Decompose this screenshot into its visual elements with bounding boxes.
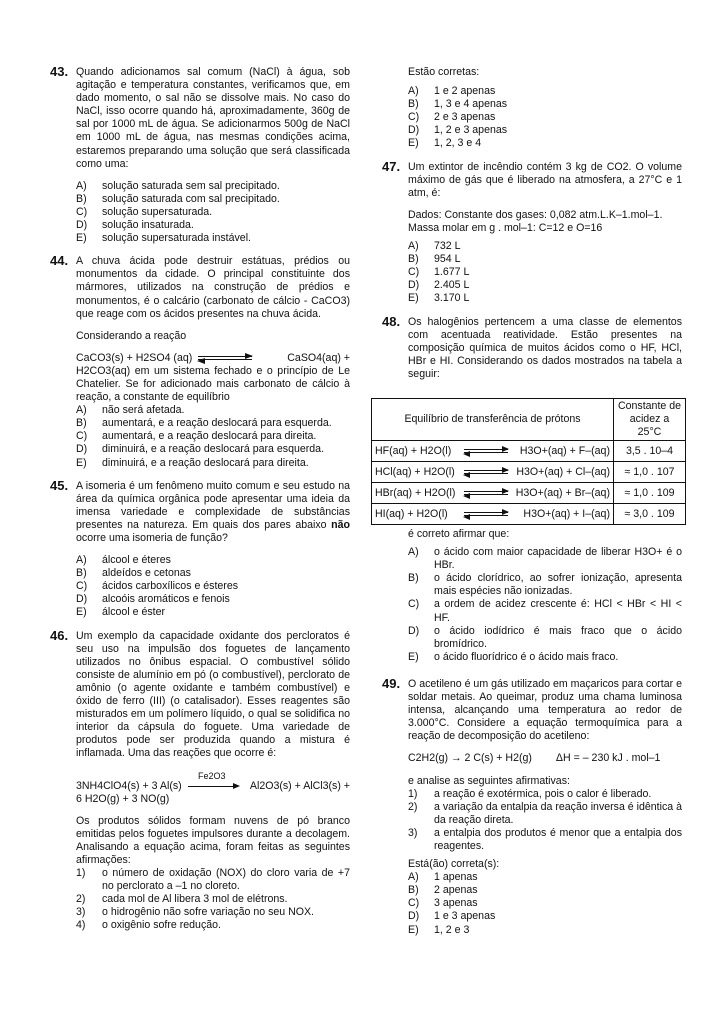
question-49 <box>382 675 682 937</box>
question-text: A chuva ácida pode destruir estátuas, prédios ou monumentos da cidade. O principal constituinte dos mármores, utilizados na construção de prédios e monumentos, é o calcário (carbonato de cálcio - CaCO3) que reage com os ácidos presentes na chuva ácida. <box>76 255 350 320</box>
option-key: D) <box>76 219 88 232</box>
option-text: aumentará, e a reação deslocará para esquerda. <box>102 417 332 430</box>
question-text: O acetileno é um gás utilizado em maçaricos para cortar e soldar metais. Ao queimar, produz uma chama luminosa intensa, alcançando uma temperatura ao redor de 3.000°C. Considere a equação termoquímica para a reação de decomposição do acetileno: <box>408 677 682 743</box>
option-key: D) <box>76 443 88 456</box>
option-key: 3) <box>408 826 418 839</box>
data-line-2: Massa molar em g . mol–1: C=12 e O=16 <box>408 221 603 234</box>
option-key: C) <box>408 598 420 611</box>
option-item <box>408 546 682 572</box>
question-48-options <box>382 528 682 664</box>
option-item <box>408 240 682 253</box>
question-46-continued <box>382 66 682 151</box>
acidity-constant-cell: ≈ 1,0 . 107 <box>614 462 686 483</box>
equilibrium-arrow-icon <box>464 447 508 455</box>
option-item <box>408 884 682 897</box>
option-item <box>76 567 350 580</box>
option-item <box>408 266 682 279</box>
option-item <box>408 572 682 598</box>
question-text: Um extintor de incêndio contém 3 kg de CO2. O volume máximo de gás que é liberado na atmosfera, a 27°C e 1 atm, é: <box>408 160 682 199</box>
option-text: o oxigênio sofre redução. <box>102 919 221 932</box>
right-column <box>382 66 682 385</box>
question-47 <box>382 158 682 306</box>
option-text: 1 e 2 apenas <box>434 85 496 98</box>
question-text-continued: H2CO3(aq) em um sistema fechado e o princípio de Le Chatelier. Se for adicionado mais carbonato de cálcio à reação, a constante de equilíbrio <box>76 364 350 404</box>
option-key: C) <box>76 580 88 593</box>
option-text: álcool e éteres <box>102 554 171 567</box>
option-text: 3.170 L <box>434 292 470 305</box>
question-43 <box>50 66 350 245</box>
option-item <box>408 292 682 305</box>
option-text: solução saturada com sal precipitado. <box>102 192 280 205</box>
option-key: D) <box>408 279 420 292</box>
option-item <box>76 417 350 430</box>
option-text: a reação é exotérmica, pois o calor é liberado. <box>434 787 652 800</box>
equilibrium-arrow-icon <box>464 510 508 518</box>
table-row <box>372 504 686 525</box>
options-list <box>76 180 350 245</box>
option-item <box>408 625 682 651</box>
equilibrium-cell <box>372 441 614 462</box>
question-intro: é correto afirmar que: <box>408 528 510 540</box>
equilibrium-cell <box>372 462 614 483</box>
enthalpy: ΔH = – 230 kJ . mol–1 <box>555 752 661 765</box>
reactants: HCl(aq) + H2O(l) <box>375 465 455 478</box>
option-key: C) <box>408 111 420 124</box>
option-key: D) <box>408 124 420 137</box>
option-text: o ácido clorídrico, ao sofrer ionização, apresenta mais espécies não ionizadas. <box>434 572 682 598</box>
option-text: 954 L <box>434 253 461 266</box>
equilibrium-cell <box>372 504 614 525</box>
statements-list <box>408 788 682 853</box>
option-key: B) <box>408 572 419 585</box>
option-key: B) <box>76 567 87 580</box>
option-item <box>408 910 682 923</box>
data-line-1: Dados: Constante dos gases: 0,082 atm.L.K–1.mol–1. <box>408 208 663 221</box>
option-text: o hidrogênio não sofre variação no seu NOX. <box>102 906 315 919</box>
table-header-cell: Constante de acidez a 25°C <box>614 399 686 441</box>
option-text: 2 e 3 apenas <box>434 111 496 124</box>
option-item <box>408 279 682 292</box>
equation-left: CaCO3(s) + H2SO4 (aq) <box>76 351 193 364</box>
option-item <box>76 180 350 193</box>
acidity-table <box>371 398 686 525</box>
option-key: 4) <box>76 919 86 932</box>
option-text: 2 apenas <box>434 884 478 897</box>
option-key: E) <box>408 137 419 150</box>
option-item <box>76 430 350 443</box>
options-list <box>408 871 682 936</box>
question-text: Quando adicionamos sal comum (NaCl) à água, sob agitação e temperatura constantes, verificamos que, em dado momento, o sal não se dissolve mais. No caso do NaCl, isso ocorre quando há, aproximadamente, 360g de sal por 1000 mL de água. Se adicionarmos 500g de NaCl em 1000 mL de água, nas mesmas condições acima, estaremos preparando uma solução que será classificada como uma: <box>76 66 350 170</box>
option-key: B) <box>76 417 87 430</box>
options-list <box>76 554 350 619</box>
option-key: C) <box>408 897 420 910</box>
option-item <box>76 919 350 932</box>
products: H3O+(aq) + Br–(aq) <box>515 486 610 499</box>
equation-left: 3NH4ClO4(s) + 3 Al(s) <box>76 779 182 792</box>
products: H3O+(aq) + F–(aq) <box>519 444 610 457</box>
question-intro-2: Está(ão) correta(s): <box>408 858 500 871</box>
catalyst-label: Fe2O3 <box>198 770 226 781</box>
option-key: A) <box>76 554 87 567</box>
question-text-continued: Os produtos sólidos formam nuvens de pó branco emitidas pelos foguetes impulsores durante a decolagem. Analisando a equação acima, foram feitas as seguintes afirmações: <box>76 814 350 866</box>
option-key: C) <box>76 430 88 443</box>
table-header-cell: Equilíbrio de transferência de prótons <box>372 399 614 441</box>
question-text <box>76 480 350 545</box>
option-key: A) <box>408 871 419 884</box>
option-key: A) <box>408 546 419 559</box>
option-text: diminuirá, e a reação deslocará para direita. <box>102 456 309 469</box>
options-list <box>408 240 682 305</box>
option-text: solução supersaturada instável. <box>102 232 251 245</box>
option-key: 2) <box>408 800 418 813</box>
equilibrium-arrow-icon <box>464 489 508 497</box>
option-text: aldeídos e cetonas <box>102 567 191 580</box>
option-key: A) <box>76 404 87 417</box>
option-key: 3) <box>76 906 86 919</box>
option-item <box>76 404 350 417</box>
equilibrium-cell <box>372 483 614 504</box>
question-number: 46. <box>50 627 69 643</box>
option-key: B) <box>408 884 419 897</box>
option-text: a variação da entalpia da reação inversa é idêntica à da reação direta. <box>434 800 682 826</box>
thermochemical-equation <box>408 752 682 765</box>
option-item <box>408 253 682 266</box>
option-item <box>408 98 682 111</box>
option-key: D) <box>408 910 420 923</box>
bold-word: não <box>331 518 350 531</box>
option-text: 1 apenas <box>434 871 478 884</box>
acidity-constant-cell: 3,5 . 10–4 <box>614 441 686 462</box>
option-item <box>76 193 350 206</box>
option-item <box>408 651 682 664</box>
option-key: E) <box>408 650 419 663</box>
question-45 <box>50 477 350 620</box>
option-key: 1) <box>408 787 418 800</box>
option-item <box>408 598 682 624</box>
option-key: 2) <box>76 893 86 906</box>
option-text: 1, 2, 3 e 4 <box>434 137 482 150</box>
option-item <box>408 801 682 827</box>
option-text: o número de oxidação (NOX) do cloro varia de +7 no perclorato a –1 no cloreto. <box>102 867 350 893</box>
option-text: ácidos carboxílicos e ésteres <box>102 580 239 593</box>
option-item <box>76 206 350 219</box>
option-text: 1 e 3 apenas <box>434 910 496 923</box>
reaction-equation <box>76 780 350 793</box>
option-key: E) <box>408 292 419 305</box>
option-item <box>408 137 682 150</box>
option-key: D) <box>408 624 420 637</box>
option-item <box>76 232 350 245</box>
option-key: E) <box>408 923 419 936</box>
option-text: 1, 3 e 4 apenas <box>434 98 508 111</box>
equation-right: CaSO4(aq) + <box>287 351 350 364</box>
option-text: álcool e éster <box>102 606 166 619</box>
option-key: E) <box>76 456 87 469</box>
option-text: 732 L <box>434 240 461 253</box>
statements-list <box>76 867 350 932</box>
option-key: E) <box>76 606 87 619</box>
equilibrium-equation <box>76 352 350 365</box>
option-text: cada mol de Al libera 3 mol de elétrons. <box>102 893 288 906</box>
text-part: A isomeria é um fenômeno muito comum e seu estudo na área da química orgânica pode apresentar uma ideia da imensa variedade e complexidade de substâncias presentes na natureza. Em quais dos pares abaixo <box>76 479 350 531</box>
question-text: Os halogênios pertencem a uma classe de elementos com acentuada reatividade. Estão presentes na composição química de muitos ácidos como o HF, HCl, HBr e HI. Considerando os dados mostrados na tabela a seguir: <box>408 315 682 380</box>
option-item <box>76 893 350 906</box>
options-list <box>408 85 682 150</box>
option-item <box>408 124 682 137</box>
option-key: C) <box>76 205 88 218</box>
option-text: alcoóis aromáticos e fenois <box>102 593 230 606</box>
option-text: 3 apenas <box>434 897 478 910</box>
text-part: ocorre uma isomeria de função? <box>76 532 228 544</box>
option-key: B) <box>408 253 419 266</box>
question-intro: e analise as seguintes afirmativas: <box>408 774 570 787</box>
option-text: 1.677 L <box>434 266 470 279</box>
table-row <box>372 483 686 504</box>
option-text: aumentará, e a reação deslocará para direita. <box>102 430 317 443</box>
option-item <box>408 827 682 853</box>
option-text: 1, 2 e 3 <box>434 923 470 936</box>
option-text: a entalpia dos produtos é menor que a entalpia dos reagentes. <box>434 826 682 852</box>
right-column-lower <box>382 528 682 947</box>
products: H3O+(aq) + Cl–(aq) <box>516 465 610 478</box>
equilibrium-arrow-icon <box>198 354 252 362</box>
option-item <box>76 219 350 232</box>
option-item <box>408 924 682 937</box>
question-text: Um exemplo da capacidade oxidante dos percloratos é seu uso na impulsão dos foguetes de lançamento utilizados no ônibus espacial. O combustível sólido consiste de alumínio em pó (o combustível), perclorato de amônio (o agente oxidante e também combustível) e óxido de ferro (III) (o catalisador). Esses reagentes são misturados em um polímero líquido, o qual se solidifica no interior da cápsula do foguete. Uma variedade de produtos pode ser produzida quando a mistura é inflamada. Uma das reações que ocorre é: <box>76 629 350 760</box>
question-number: 47. <box>382 158 401 174</box>
question-intro: Estão corretas: <box>408 66 480 78</box>
table-header-row <box>372 399 686 441</box>
option-item <box>76 580 350 593</box>
option-text: solução insaturada. <box>102 219 194 232</box>
option-key: B) <box>76 192 87 205</box>
table-row <box>372 441 686 462</box>
option-text: 2.405 L <box>434 279 470 292</box>
option-key: A) <box>76 179 87 192</box>
option-key: E) <box>76 232 87 245</box>
question-number: 49. <box>382 675 401 691</box>
option-key: B) <box>408 98 419 111</box>
question-number: 43. <box>50 64 69 79</box>
equilibrium-arrow-icon <box>464 468 508 476</box>
table-row <box>372 462 686 483</box>
option-item <box>76 443 350 456</box>
equation: C2H2(g) → 2 C(s) + H2(g) <box>408 752 532 765</box>
option-item <box>76 457 350 470</box>
option-key: D) <box>76 593 88 606</box>
question-intro: Considerando a reação <box>76 329 187 342</box>
option-key: A) <box>408 240 419 253</box>
option-text: o ácido iodídrico é mais fraco que o ácido bromídrico. <box>434 624 682 650</box>
equation-line-2: 6 H2O(g) + 3 NO(g) <box>76 792 170 805</box>
option-text: solução saturada sem sal precipitado. <box>102 179 280 192</box>
reactants: HBr(aq) + H2O(l) <box>375 486 456 499</box>
option-key: 1) <box>76 867 86 880</box>
options-list <box>408 546 682 664</box>
products: H3O+(aq) + I–(aq) <box>523 507 610 520</box>
acidity-constant-cell: ≈ 3,0 . 109 <box>614 504 686 525</box>
left-column <box>50 66 350 943</box>
equation-right: Al2O3(s) + AlCl3(s) + <box>249 779 350 792</box>
acidity-constant-cell: ≈ 1,0 . 109 <box>614 483 686 504</box>
option-key: C) <box>408 266 420 279</box>
question-number: 45. <box>50 477 69 493</box>
option-item <box>76 906 350 919</box>
question-number: 44. <box>50 253 69 269</box>
option-key: A) <box>408 85 419 98</box>
reaction-arrow-icon <box>188 786 238 787</box>
option-item <box>408 788 682 801</box>
options-list <box>76 404 350 469</box>
question-48 <box>382 313 682 381</box>
option-item <box>76 606 350 619</box>
question-number: 48. <box>382 313 401 329</box>
option-text: 1, 2 e 3 apenas <box>434 124 508 137</box>
question-46 <box>50 627 350 933</box>
option-item <box>76 593 350 606</box>
reactants: HI(aq) + H2O(l) <box>375 507 448 520</box>
option-item <box>408 111 682 124</box>
option-item <box>408 897 682 910</box>
option-item <box>76 554 350 567</box>
option-text: diminuirá, e a reação deslocará para esquerda. <box>102 443 325 456</box>
reactants: HF(aq) + H2O(l) <box>375 444 452 457</box>
option-text: não será afetada. <box>102 404 185 417</box>
option-item <box>408 85 682 98</box>
option-text: o ácido com maior capacidade de liberar H3O+ é o HBr. <box>434 546 682 572</box>
option-text: solução supersaturada. <box>102 205 213 218</box>
option-item <box>408 871 682 884</box>
question-44 <box>50 255 350 469</box>
option-text: a ordem de acidez crescente é: HCl < HBr < HI < HF. <box>434 598 682 624</box>
option-item <box>76 867 350 893</box>
option-text: o ácido fluorídrico é o ácido mais fraco. <box>434 650 619 663</box>
